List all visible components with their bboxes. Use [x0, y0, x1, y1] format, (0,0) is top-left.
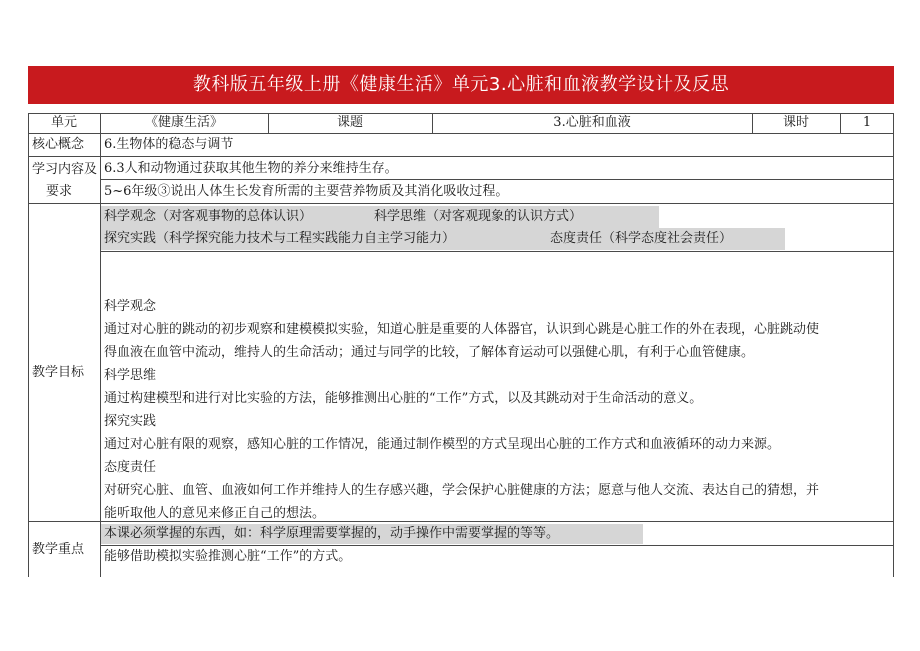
objective-heading: 态度责任 [104, 460, 157, 475]
literacy-practice: 探究实践（科学探究能力技术与工程实践能力自主学习能力） [104, 231, 456, 246]
objective-text-line: 能听取他人的意见来修正自己的想法。 [104, 506, 326, 521]
document-title: 教科版五年级上册《健康生活》单元3.心脏和血液教学设计及反思 [28, 66, 894, 104]
unit-value: 《健康生活》 [144, 115, 223, 130]
key-points-label: 教学重点 [32, 542, 85, 557]
learning-content-label: 学习内容及 [32, 162, 98, 177]
row-divider [100, 545, 894, 546]
unit-label: 单元 [50, 115, 77, 130]
learning-content-label-cont: 要求 [46, 184, 73, 199]
objective-heading: 探究实践 [104, 414, 157, 429]
period-value: 1 [862, 115, 872, 130]
objective-heading: 科学思维 [104, 368, 157, 383]
objective-text-line: 通过对心脏有限的观察，感知心脏的工作情况，能通过制作模型的方式呈现出心脏的工作方式和血液循环的动力来源。 [104, 437, 781, 452]
objective-text-line: 通过对心脏的跳动的初步观察和建模模拟实验，知道心脏是重要的人体器官，认识到心跳是心脏工作的外在表现，心脏跳动使 [104, 322, 820, 337]
literacy-attitude: 态度责任（科学态度社会责任） [550, 231, 733, 246]
row-divider [100, 179, 894, 180]
learning-content-line: 5~6年级③说出人体生长发育所需的主要营养物质及其消化吸收过程。 [104, 184, 509, 199]
row-divider [28, 156, 894, 157]
objective-text-line: 对研究心脏、血管、血液如何工作并维持人的生存感兴趣，学会保护心脏健康的方法；愿意与他人交流、表达自己的猜想，并 [104, 483, 820, 498]
key-points-value: 能够借助模拟实验推测心脏“工作”的方式。 [104, 549, 352, 564]
table-left-border [28, 113, 29, 577]
topic-label: 课题 [336, 115, 363, 130]
row-divider [28, 133, 894, 134]
literacy-concept: 科学观念（对客观事物的总体认识） [104, 209, 313, 224]
period-label: 课时 [782, 115, 809, 130]
objectives-body [104, 295, 890, 525]
key-points-hint: 本课必须掌握的东西，如：科学原理需要掌握的，动手操作中需要掌握的等等。 [104, 526, 560, 541]
topic-value: 3.心脏和血液 [553, 115, 631, 130]
row-divider [100, 251, 894, 252]
label-column-divider [100, 113, 101, 577]
core-concept-label: 核心概念 [32, 137, 85, 152]
row-divider [28, 203, 894, 204]
literacy-thinking: 科学思维（对客观现象的认识方式） [374, 209, 583, 224]
objectives-label: 教学目标 [32, 365, 85, 380]
objective-text-line: 通过构建模型和进行对比实验的方法，能够推测出心脏的“工作”方式，以及其跳动对于生命活动的意义。 [104, 391, 703, 406]
learning-content-line: 6.3人和动物通过获取其他生物的养分来维持生存。 [104, 161, 398, 176]
objective-heading: 科学观念 [104, 299, 157, 314]
objective-text-line: 得血液在血管中流动，维持人的生命活动；通过与同学的比较，了解体育运动可以强健心肌，有利于心血管健康。 [104, 345, 755, 360]
core-concept-value: 6.生物体的稳态与调节 [104, 137, 234, 152]
table-right-border [893, 113, 894, 577]
